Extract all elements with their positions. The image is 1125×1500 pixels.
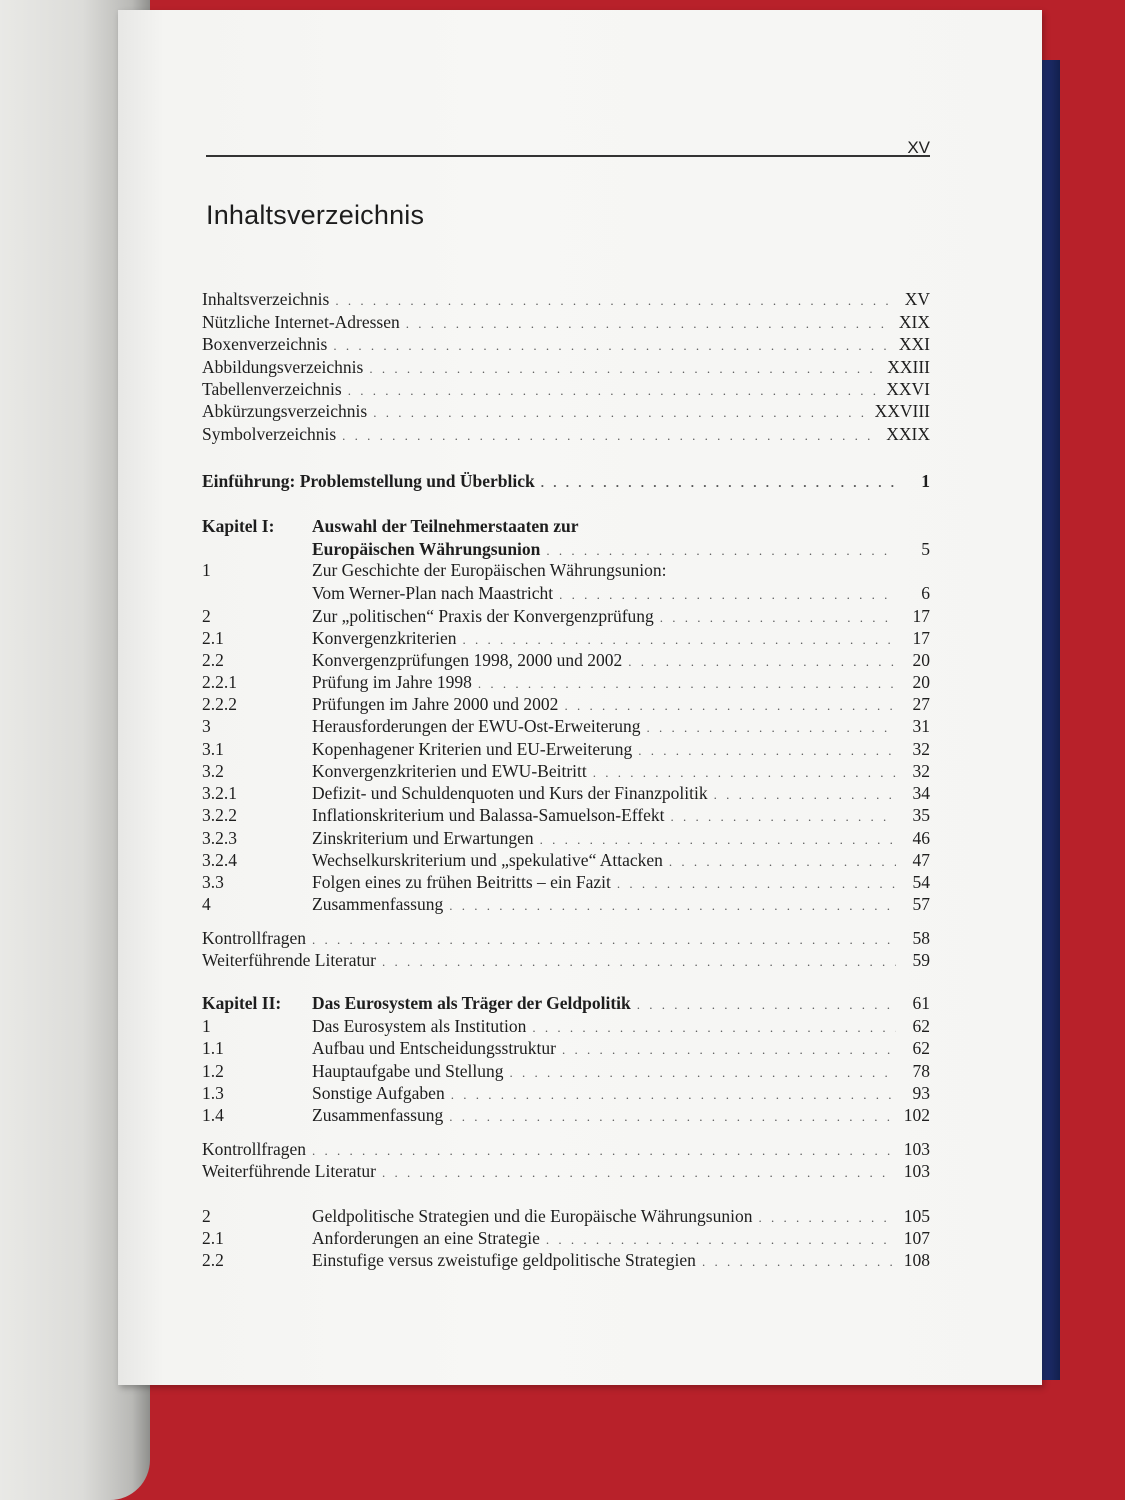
toc-entry-section: [202, 848, 930, 872]
toc-entry-section: [202, 1248, 930, 1272]
toc-entry-page: 27: [912, 694, 930, 714]
toc-entry-front-matter: [202, 310, 930, 334]
toc-entry-page: 103: [903, 1161, 930, 1181]
toc-entry-section: [202, 1204, 930, 1228]
toc-entry-literatur: [202, 1159, 930, 1183]
toc-entry-number: 2: [202, 606, 211, 626]
toc-entry-number: 3.2.1: [202, 783, 237, 803]
toc-entry-front-matter: [202, 399, 930, 423]
toc-entry-title: Boxenverzeichnis: [202, 334, 328, 354]
toc-entry-page: 57: [912, 894, 930, 914]
toc-entry-section: [202, 737, 930, 761]
toc-entry-title: Herausforderungen der EWU-Ost-Erweiterung: [312, 716, 641, 736]
toc-entry-number: 3.1: [202, 739, 224, 759]
toc-entry-number: 1: [202, 560, 211, 580]
toc-entry-section: [202, 1226, 930, 1250]
toc-entry-front-matter: [202, 287, 930, 311]
toc-entry-section: [202, 781, 930, 805]
page-number: XV: [907, 138, 930, 157]
toc-entry-section: [202, 558, 930, 582]
toc-entry-title: Kontrollfragen: [202, 928, 306, 948]
toc-entry-number: 2: [202, 1206, 211, 1226]
toc-entry-page: 20: [912, 650, 930, 670]
toc-entry-title: Das Eurosystem als Träger der Geldpolitik: [312, 993, 631, 1013]
toc-entry-title: Inflationskriterium und Balassa-Samuelson-Effekt: [312, 805, 665, 825]
toc-entry-number: 2.1: [202, 1228, 224, 1248]
toc-entry-section: [202, 892, 930, 916]
toc-entry-section: [202, 1014, 930, 1038]
toc-entry-section: [202, 1059, 930, 1083]
leader-dots: [382, 950, 896, 974]
toc-entry-title: Aufbau und Entscheidungsstruktur: [312, 1038, 556, 1058]
toc-entry-section: [202, 604, 930, 628]
toc-entry-title: Geldpolitische Strategien und die Europäische Währungsunion: [312, 1206, 753, 1226]
toc-entry-section: [202, 1103, 930, 1127]
chapter-heading: [202, 991, 930, 1015]
toc-entry-section: [202, 581, 930, 605]
leader-dots: [449, 894, 896, 918]
toc-entry-title: Defizit- und Schuldenquoten und Kurs der Finanzpolitik: [312, 783, 708, 803]
toc-entry-page: 93: [912, 1083, 930, 1103]
toc-entry-number: 3.3: [202, 872, 224, 892]
toc-entry-section: [202, 759, 930, 783]
toc-entry-number: Kapitel I:: [202, 516, 275, 536]
toc-entry-kontrollfragen: [202, 926, 930, 950]
toc-entry-section: [202, 626, 930, 650]
toc-entry-title: Einführung: Problemstellung und Überblick: [202, 471, 535, 491]
toc-entry-page: 17: [912, 628, 930, 648]
toc-entry-number: 3: [202, 716, 211, 736]
toc-entry-title: Hauptaufgabe und Stellung: [312, 1061, 504, 1081]
toc-entry-page: 107: [903, 1228, 930, 1248]
leader-dots: [382, 1161, 894, 1185]
toc-entry-title: Zinskriterium und Erwartungen: [312, 828, 534, 848]
leader-dots: [449, 1105, 894, 1129]
toc-entry-page: 61: [912, 993, 930, 1013]
toc-entry-page: XIX: [898, 312, 930, 332]
leader-dots: [342, 424, 876, 448]
toc-entry-title: Einstufige versus zweistufige geldpolitische Strategien: [312, 1250, 696, 1270]
toc-entry-page: 47: [912, 850, 930, 870]
toc-entry-number: 1.3: [202, 1083, 224, 1103]
toc-entry-title: Prüfung im Jahre 1998: [312, 672, 472, 692]
toc-entry-number: 2.2: [202, 650, 224, 670]
toc-entry-front-matter: [202, 332, 930, 356]
toc-entry-page: 59: [912, 950, 930, 970]
toc-entry-section: [202, 714, 930, 738]
toc-entry-title: Konvergenzkriterien und EWU-Beitritt: [312, 761, 587, 781]
toc-entry-title: Zusammenfassung: [312, 894, 444, 914]
toc-entry-front-matter: [202, 422, 930, 446]
toc-entry-section: [202, 803, 930, 827]
toc-entry-title: Vom Werner-Plan nach Maastricht: [312, 583, 554, 603]
toc-entry-page: XXVI: [886, 379, 930, 399]
toc-entry-page: 32: [912, 761, 930, 781]
toc-entry-page: 62: [912, 1016, 930, 1036]
toc-entry-kontrollfragen: [202, 1137, 930, 1161]
toc-entry-page: 103: [903, 1139, 930, 1159]
toc-entry-page: 17: [912, 606, 930, 626]
toc-entry-section: [202, 670, 930, 694]
toc-entry-title: Zur Geschichte der Europäischen Währungsunion:: [312, 560, 667, 580]
toc-entry-page: XV: [904, 289, 930, 309]
toc-entry-number: 4: [202, 894, 211, 914]
toc-entry-page: 32: [912, 739, 930, 759]
toc-entry-page: XXIX: [886, 424, 930, 444]
toc-entry-title: Konvergenzprüfungen 1998, 2000 und 2002: [312, 650, 623, 670]
toc-entry-page: 78: [912, 1061, 930, 1081]
toc-entry-title: Weiterführende Literatur: [202, 950, 376, 970]
toc-entry-title: Kontrollfragen: [202, 1139, 306, 1159]
toc-entry-number: 2.1: [202, 628, 224, 648]
toc-entry-section: [202, 692, 930, 716]
toc-entry-page: XXI: [898, 334, 930, 354]
toc-entry-title: Auswahl der Teilnehmerstaaten zur: [312, 516, 579, 536]
toc-entry-number: 2.2: [202, 1250, 224, 1270]
toc-entry-number: 3.2.4: [202, 850, 237, 870]
toc-entry-title: Kopenhagener Kriterien und EU-Erweiterung: [312, 739, 633, 759]
toc-entry-section: [202, 1036, 930, 1060]
toc-entry-page: XXVIII: [874, 401, 930, 421]
leader-dots: [541, 471, 896, 495]
chapter-heading: [202, 514, 930, 538]
toc-entry-title: Weiterführende Literatur: [202, 1161, 376, 1181]
toc-entry-page: 1: [921, 471, 930, 491]
toc-entry-front-matter: [202, 377, 930, 401]
toc-entry-page: 34: [912, 783, 930, 803]
toc-entry-page: 108: [903, 1250, 930, 1270]
toc-entry-page: 105: [903, 1206, 930, 1226]
toc-entry-title: Symbolverzeichnis: [202, 424, 337, 444]
toc-entry-page: 58: [912, 928, 930, 948]
toc-entry-page: 6: [921, 583, 930, 603]
toc-entry-section: [202, 826, 930, 850]
toc-entry-title: Wechselkurskriterium und „spekulative“ Attacken: [312, 850, 663, 870]
toc-entry-page: 46: [912, 828, 930, 848]
toc-entry-title: Das Eurosystem als Institution: [312, 1016, 527, 1036]
toc-entry-number: 3.2.3: [202, 828, 237, 848]
toc-entry-page: 5: [921, 539, 930, 559]
toc-entry-number: 1.4: [202, 1105, 224, 1125]
toc-entry-number: 1.2: [202, 1061, 224, 1081]
toc-entry-number: 3.2.2: [202, 805, 237, 825]
toc-entry-section: [202, 870, 930, 894]
toc-entry-title: Abkürzungsverzeichnis: [202, 401, 368, 421]
toc-entry-front-matter: [202, 355, 930, 379]
toc-entry-number: 2.2.2: [202, 694, 237, 714]
toc-entry-number: Kapitel II:: [202, 993, 282, 1013]
toc-entry-title: Zusammenfassung: [312, 1105, 444, 1125]
toc-entry-page: 54: [912, 872, 930, 892]
toc-entry-title: Tabellenverzeichnis: [202, 379, 342, 399]
toc-entry-title: Prüfungen im Jahre 2000 und 2002: [312, 694, 559, 714]
toc-entry-number: 1.1: [202, 1038, 224, 1058]
toc-entry-page: 20: [912, 672, 930, 692]
toc-entry-title: Sonstige Aufgaben: [312, 1083, 445, 1103]
toc-entry-title: Anforderungen an eine Strategie: [312, 1228, 540, 1248]
toc-entry-title: Europäischen Währungsunion: [312, 539, 541, 559]
toc-entry-number: 3.2: [202, 761, 224, 781]
toc-entry-title: Nützliche Internet-Adressen: [202, 312, 400, 332]
toc-entry-page: XXIII: [887, 357, 930, 377]
toc-entry-title: Abbildungsverzeichnis: [202, 357, 364, 377]
toc-entry-number: 2.2.1: [202, 672, 237, 692]
toc-entry-page: 102: [903, 1105, 930, 1125]
toc-entry-title: Inhaltsverzeichnis: [202, 289, 330, 309]
toc-entry-introduction: [202, 469, 930, 493]
leader-dots: [702, 1250, 894, 1274]
toc-entry-number: 1: [202, 1016, 211, 1036]
toc-entry-page: 31: [912, 716, 930, 736]
toc-entry-title: Konvergenzkriterien: [312, 628, 457, 648]
toc-entry-literatur: [202, 948, 930, 972]
toc-entry-section: [202, 648, 930, 672]
toc-entry-title: Folgen eines zu frühen Beitritts – ein Fazit: [312, 872, 611, 892]
toc-entry-section: [202, 1081, 930, 1105]
toc-entry-title: Zur „politischen“ Praxis der Konvergenzprüfung: [312, 606, 654, 626]
toc-entry-page: 35: [912, 805, 930, 825]
toc-entry-page: 62: [912, 1038, 930, 1058]
page-title: Inhaltsverzeichnis: [206, 200, 425, 230]
